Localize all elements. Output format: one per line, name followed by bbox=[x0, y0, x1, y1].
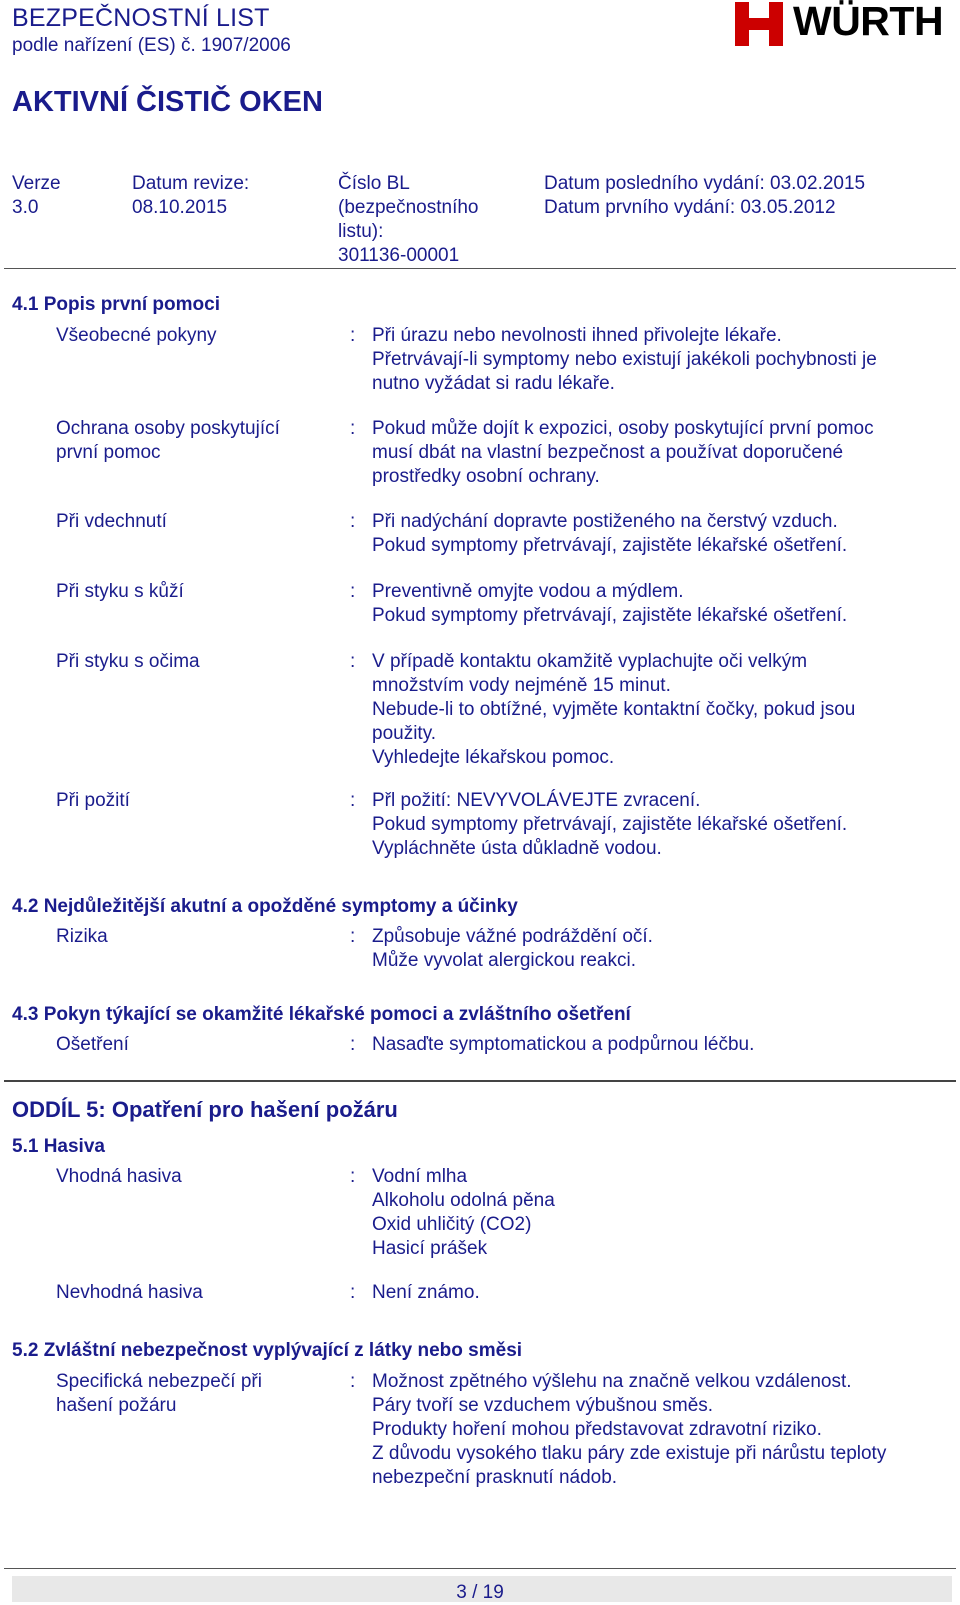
row-label bbox=[56, 510, 326, 534]
text-line: Pokud může dojít k expozici, osoby poskytující první pomoc bbox=[372, 418, 874, 439]
revision-label: Datum revize: bbox=[132, 173, 250, 194]
text-line: Pokud symptomy přetrvávají, zajistěte lékařské ošetření. bbox=[372, 535, 848, 556]
text-line: Nebude-li to obtížné, vyjměte kontaktní čočky, pokud jsou bbox=[372, 699, 856, 720]
section-4-2-title: 4.2 Nejdůležitější akutní a opožděné symptomy a účinky bbox=[12, 896, 518, 917]
revision-value: 08.10.2015 bbox=[132, 197, 228, 218]
version-block bbox=[12, 172, 61, 220]
sds-label-1: Číslo BL bbox=[338, 173, 410, 194]
text-line: Může vyvolat alergickou reakci. bbox=[372, 950, 636, 971]
row-colon: : bbox=[350, 511, 356, 532]
text-line: Nevhodná hasiva bbox=[56, 1282, 203, 1303]
row-value bbox=[372, 650, 952, 770]
last-issue-date: Datum posledního vydání: 03.02.2015 bbox=[544, 173, 866, 194]
row-colon: : bbox=[350, 1166, 356, 1187]
row-value bbox=[372, 510, 952, 558]
row-value bbox=[372, 1281, 952, 1305]
section-4-1-title: 4.1 Popis první pomoci bbox=[12, 294, 220, 315]
row-label bbox=[56, 925, 326, 949]
text-line: Oxid uhličitý (CO2) bbox=[372, 1214, 532, 1235]
text-line: prostředky osobní ochrany. bbox=[372, 466, 600, 487]
product-name: AKTIVNÍ ČISTIČ OKEN bbox=[12, 86, 323, 118]
text-line: musí dbát na vlastní bezpečnost a používat doporučené bbox=[372, 442, 844, 463]
text-line: Vhodná hasiva bbox=[56, 1166, 182, 1187]
sds-number-block bbox=[338, 172, 518, 268]
text-line: Při úrazu nebo nevolnosti ihned přivolejte lékaře. bbox=[372, 325, 782, 346]
document-title: BEZPEČNOSTNÍ LIST bbox=[12, 4, 270, 32]
row-colon: : bbox=[350, 790, 356, 811]
row-label bbox=[56, 1370, 326, 1418]
text-line: Možnost zpětného výšlehu na značně velkou vzdálenost. bbox=[372, 1371, 852, 1392]
row-value bbox=[372, 925, 952, 973]
row-label bbox=[56, 650, 326, 674]
text-line: Z důvodu vysokého tlaku páry zde existuje při nárůstu teploty bbox=[372, 1443, 887, 1464]
text-line: Pokud symptomy přetrvávají, zajistěte lékařské ošetření. bbox=[372, 814, 848, 835]
text-line: Při nadýchání dopravte postiženého na čerstvý vzduch. bbox=[372, 511, 838, 532]
text-line: Specifická nebezpečí při bbox=[56, 1371, 262, 1392]
text-line: Ošetření bbox=[56, 1034, 129, 1055]
version-label: Verze bbox=[12, 173, 61, 194]
text-line: Nasaďte symptomatickou a podpůrnou léčbu. bbox=[372, 1034, 755, 1055]
text-line: Přl požití: NEVYVOLÁVEJTE zvracení. bbox=[372, 790, 701, 811]
text-line: Preventivně omyjte vodou a mýdlem. bbox=[372, 581, 684, 602]
row-colon: : bbox=[350, 1282, 356, 1303]
text-line: Pokud symptomy přetrvávají, zajistěte lékařské ošetření. bbox=[372, 605, 848, 626]
sds-label-2: (bezpečnostního bbox=[338, 197, 479, 218]
text-line: Rizika bbox=[56, 926, 108, 947]
row-label bbox=[56, 324, 326, 348]
section-5-title: ODDÍL 5: Opatření pro hašení požáru bbox=[12, 1097, 398, 1122]
row-label bbox=[56, 580, 326, 604]
section-5-1-title: 5.1 Hasiva bbox=[12, 1136, 105, 1157]
text-line: Alkoholu odolná pěna bbox=[372, 1190, 555, 1211]
wurth-logo bbox=[733, 0, 957, 52]
row-colon: : bbox=[350, 1034, 356, 1055]
text-line: Způsobuje vážné podráždění očí. bbox=[372, 926, 653, 947]
wurth-logo-mark-icon bbox=[733, 0, 785, 50]
regulation-reference: podle nařízení (ES) č. 1907/2006 bbox=[12, 35, 291, 56]
text-line: Vypláchněte ústa důkladně vodou. bbox=[372, 838, 662, 859]
row-value bbox=[372, 1165, 952, 1261]
text-line: hašení požáru bbox=[56, 1395, 177, 1416]
row-label bbox=[56, 789, 326, 813]
text-line: Hasicí prášek bbox=[372, 1238, 488, 1259]
footer-divider bbox=[4, 1568, 956, 1569]
sds-number-value: 301136-00001 bbox=[338, 245, 460, 266]
row-value bbox=[372, 1033, 952, 1057]
row-colon: : bbox=[350, 926, 356, 947]
text-line: Při požití bbox=[56, 790, 130, 811]
row-value bbox=[372, 789, 952, 861]
row-value bbox=[372, 580, 952, 628]
header-divider bbox=[4, 268, 956, 269]
row-label bbox=[56, 1165, 326, 1189]
text-line: Přetrvávají-li symptomy nebo existují jakékoli pochybnosti je bbox=[372, 349, 877, 370]
text-line: první pomoc bbox=[56, 442, 161, 463]
row-label bbox=[56, 417, 326, 465]
logo-text: WÜRTH bbox=[793, 0, 944, 44]
issue-dates-block bbox=[544, 172, 865, 220]
text-line: Produkty hoření mohou představovat zdravotní riziko. bbox=[372, 1419, 822, 1440]
section-divider bbox=[4, 1080, 956, 1082]
text-line: Není známo. bbox=[372, 1282, 480, 1303]
section-5-2-title: 5.2 Zvláštní nebezpečnost vyplývající z látky nebo směsi bbox=[12, 1340, 523, 1361]
text-line: množstvím vody nejméně 15 minut. bbox=[372, 675, 671, 696]
row-colon: : bbox=[350, 581, 356, 602]
page-number: 3 / 19 bbox=[456, 1582, 504, 1603]
row-value bbox=[372, 417, 952, 489]
row-colon: : bbox=[350, 325, 356, 346]
text-line: Vyhledejte lékařskou pomoc. bbox=[372, 747, 615, 768]
text-line: Při vdechnutí bbox=[56, 511, 167, 532]
text-line: Ochrana osoby poskytující bbox=[56, 418, 280, 439]
row-value bbox=[372, 1370, 952, 1490]
text-line: nutno vyžádat si radu lékaře. bbox=[372, 373, 615, 394]
text-line: Při styku s kůží bbox=[56, 581, 184, 602]
revision-block bbox=[132, 172, 249, 220]
text-line: Vodní mlha bbox=[372, 1166, 468, 1187]
text-line: Všeobecné pokyny bbox=[56, 325, 217, 346]
section-4-3-title: 4.3 Pokyn týkající se okamžité lékařské pomoci a zvláštního ošetření bbox=[12, 1004, 631, 1025]
row-colon: : bbox=[350, 1371, 356, 1392]
row-value bbox=[372, 324, 952, 396]
row-colon: : bbox=[350, 651, 356, 672]
row-colon: : bbox=[350, 418, 356, 439]
row-label bbox=[56, 1281, 326, 1305]
text-line: Při styku s očima bbox=[56, 651, 200, 672]
sds-label-3: listu): bbox=[338, 221, 384, 242]
row-label bbox=[56, 1033, 326, 1057]
text-line: nebezpeční prasknutí nádob. bbox=[372, 1467, 618, 1488]
text-line: Páry tvoří se vzduchem výbušnou směs. bbox=[372, 1395, 714, 1416]
first-issue-date: Datum prvního vydání: 03.05.2012 bbox=[544, 197, 836, 218]
text-line: V případě kontaktu okamžitě vyplachujte oči velkým bbox=[372, 651, 808, 672]
version-value: 3.0 bbox=[12, 197, 39, 218]
text-line: použity. bbox=[372, 723, 437, 744]
